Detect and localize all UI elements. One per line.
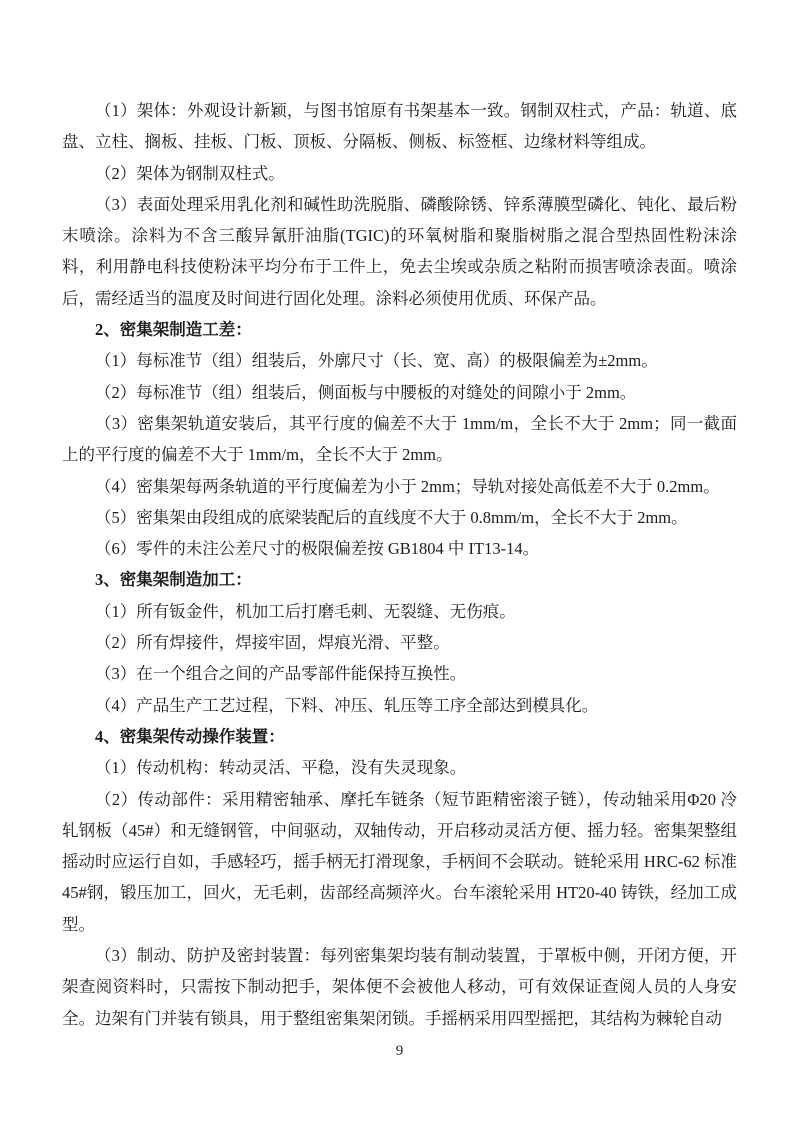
paragraph: （3）在一个组合之间的产品零部件能保持互换性。 [95,664,467,684]
paragraph: （2）架体为钢制双柱式。 [95,163,285,183]
paragraph: （2）所有焊接件，焊接牢固，焊痕光滑、平整。 [95,633,450,653]
paragraph: （3）制动、防护及密封装置：每列密集架均装有制动装置，于罩板中侧，开闭方便，开架查阅资料时，只需按下制动把手，架体便不会被他人移动，可有效保证查阅人员的人身安全。边架有门并装有锁具，用于整组密集架闭锁。手摇柄采用四型摇把，其结构为棘轮自动 [62,946,737,1028]
section-heading: 2、密集架制造工差： [95,320,252,340]
paragraph: （1）所有钣金件，机加工后打磨毛刺、无裂缝、无伤痕。 [95,601,516,621]
paragraph: （1）架体：外观设计新颖，与图书馆原有书架基本一致。钢制双柱式，产品：轨道、底盘、立柱、搁板、挂板、门板、顶板、分隔板、侧板、标签框、边缘材料等组成。 [62,101,737,152]
paragraph: （3）密集架轨道安装后，其平行度的偏差不大于 1mm/m，全长不大于 2mm；同一截面上的平行度的偏差不大于 1mm/m，全长不大于 2mm。 [62,413,737,465]
paragraph: （4）产品生产工艺过程，下料、冲压、轧压等工序全部达到模具化。 [95,695,599,715]
paragraph: （1）传动机构：转动灵活、平稳，没有失灵现象。 [95,758,467,778]
paragraph: （6）零件的未注公差尺寸的极限偏差按 GB1804 中 IT13-14。 [95,539,540,559]
paragraph: （2）每标准节（组）组装后，侧面板与中腰板的对缝处的间隙小于 2mm。 [95,382,637,402]
page-body [62,95,737,1034]
paragraph: （1）每标准节（组）组装后，外廓尺寸（长、宽、高）的极限偏差为±2mm。 [95,351,658,371]
paragraph: （2）传动部件：采用精密轴承、摩托车链条（短节距精密滚子链），传动轴采用Φ20 冷轧钢板（45#）和无缝钢管，中间驱动，双轴传动，开启移动灵活方便、摇力轻。密集架整组摇动时应运行自如，手感轻巧，摇手柄无打滑现象，手柄间不会联动。链轮采用 HRC-62 标准45#钢，锻压加工，回火，无毛刺，齿部经高频淬火。台车滚轮采用 HT20-40 铸铁，经加工成型。 [62,789,737,934]
paragraph: （5）密集架由段组成的底梁装配后的直线度不大于 0.8mm/m，全长不大于 2mm。 [95,507,688,527]
paragraph: （4）密集架每两条轨道的平行度偏差为小于 2mm；导轨对接处高低差不大于 0.2mm。 [95,476,720,496]
section-heading: 4、密集架传动操作装置： [95,726,285,746]
section-heading: 3、密集架制造加工： [95,570,252,590]
paragraph: （3）表面处理采用乳化剂和碱性助洗脱脂、磷酸除锈、锌系薄膜型磷化、钝化、最后粉末喷涂。涂料为不含三酸异氰肝油脂(TGIC)的环氧树脂和聚脂树脂之混合型热固性粉沫涂料，利用静电科技使粉沫平均分布于工件上，免去尘埃或杂质之粘附而损害喷涂表面。喷涂后，需经适当的温度及时间进行固化处理。涂料必须使用优质、环保产品。 [62,194,737,308]
page-number: 9 [395,1042,404,1059]
